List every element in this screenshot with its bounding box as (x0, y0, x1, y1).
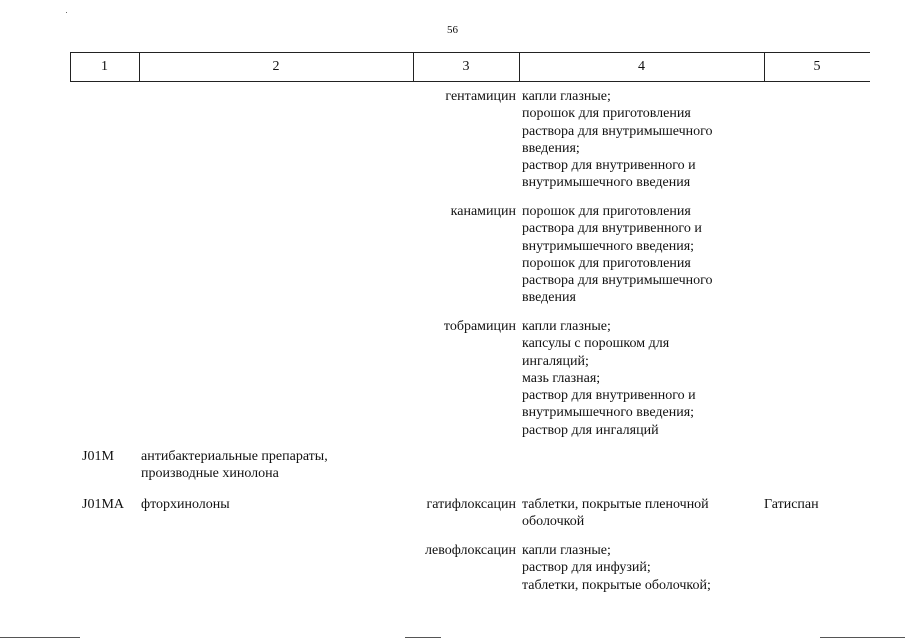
form-line: мазь глазная; (522, 370, 601, 386)
dosage-forms (522, 203, 713, 307)
scan-edge-mark (820, 637, 905, 638)
header-bottom-rule (70, 81, 870, 82)
form-line: раствора для внутримышечного (522, 273, 713, 289)
form-line: капсулы с порошком для (522, 336, 670, 352)
header-col-4: 4 (638, 59, 645, 74)
form-line: введения (522, 290, 576, 306)
drug-name: гатифлоксацин (426, 497, 516, 512)
drug-name: гентамицин (445, 89, 516, 104)
header-top-rule (70, 52, 870, 53)
form-line: раствора для внутримышечного (522, 123, 713, 139)
atc-code: J01M (82, 449, 114, 464)
form-line: ингаляций; (522, 353, 589, 369)
form-line: капли глазные; (522, 543, 611, 558)
group-line: антибактериальные препараты, (141, 449, 328, 464)
dosage-forms (522, 318, 696, 439)
drug-name: левофлоксацин (425, 543, 516, 558)
form-line: раствор для внутривенного и (522, 158, 696, 174)
group-line: фторхинолоны (141, 497, 230, 512)
group-name (141, 496, 230, 513)
header-col-3: 3 (462, 59, 470, 74)
form-line: введения; (522, 140, 580, 156)
form-line: оболочкой (522, 514, 585, 530)
dosage-forms (522, 496, 709, 531)
form-line: капли глазные; (522, 319, 611, 334)
scan-edge-mark (0, 637, 80, 638)
header-col-2: 2 (272, 59, 280, 74)
drug-name: тобрамицин (443, 319, 516, 334)
form-line: порошок для приготовления (522, 255, 691, 271)
atc-code: J01MA (82, 497, 125, 512)
form-line: капли глазные; (522, 89, 611, 104)
form-line: раствор для инфузий; (522, 560, 651, 576)
group-line: производные хинолона (141, 466, 279, 482)
form-line: раствор для внутривенного и (522, 388, 696, 404)
dosage-forms (522, 542, 711, 594)
form-line: внутримышечного введения; (522, 238, 695, 254)
form-line: порошок для приготовления (522, 204, 691, 219)
drug-name: канамицин (450, 204, 516, 219)
header-col-5: 5 (813, 59, 821, 74)
form-line: порошок для приготовления (522, 106, 691, 122)
header-col-1: 1 (101, 59, 108, 74)
scan-speck (66, 12, 67, 13)
form-line: таблетки, покрытые пленочной (522, 497, 709, 512)
trade-name: Гатиспан (764, 497, 819, 512)
form-line: раствор для ингаляций (522, 422, 659, 438)
dosage-forms (522, 88, 713, 192)
form-line: раствора для внутривенного и (522, 221, 702, 237)
page-number: 56 (447, 24, 458, 36)
form-line: внутримышечного введения (522, 175, 691, 191)
form-line: таблетки, покрытые оболочкой; (522, 577, 711, 593)
group-name (141, 448, 328, 483)
scan-edge-mark (405, 637, 441, 638)
form-line: внутримышечного введения; (522, 405, 695, 421)
